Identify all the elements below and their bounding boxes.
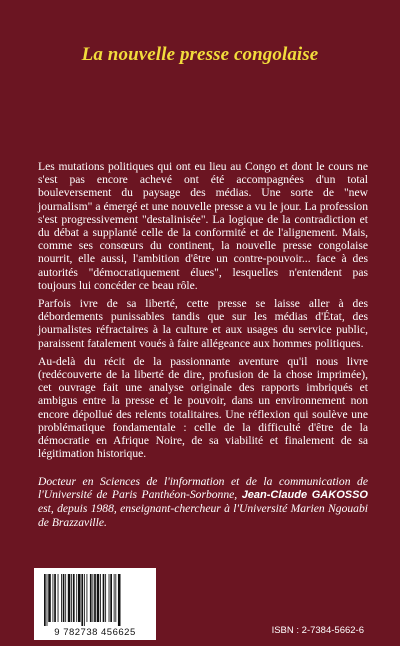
barcode-bar <box>81 574 83 626</box>
barcode-bar <box>109 574 110 622</box>
barcode-bar <box>58 574 59 622</box>
barcode-bar <box>103 574 105 622</box>
barcode-bar <box>92 574 93 622</box>
barcode-bar <box>48 574 51 622</box>
blurb <box>38 160 368 465</box>
author-bio-intro: Docteur en Sciences de l'information et de la communication de l'Université de Paris Panthéon-Sorbonne, <box>38 475 368 502</box>
isbn: ISBN : 2-7384-5662-6 <box>271 625 364 636</box>
barcode-bar <box>110 574 112 622</box>
blurb-paragraph-1: Les mutations politiques qui ont eu lieu au Congo et dont le cours ne s'est pas encore achevé ont été accompagnées d'un total bouleversement du paysage des médias. Une sorte de "new journalism" a émergé et une nouvelle presse a vu le jour. La profession s'est progressivement "destalinisée". La logique de la contradiction et du débat a supplanté celle de la conformité et de l'alignement. Mais, comme ses consœurs du continent, la nouvelle presse congolaise nourrit, elle aussi, l'ambition d'être un contre-pouvoir... face à des autorités "démocratiquement élues", lesquelles n'entendent pas toujours lui concéder ce beau rôle. <box>38 160 368 292</box>
barcode-bar <box>84 574 85 626</box>
barcode-bar <box>61 574 62 622</box>
blurb-paragraph-2: Parfois ivre de sa liberté, cette presse se laisse aller à des débordements punissables tandis que sur les médias d'État, des journalistes réfractaires à la culture et aux usages du service public, paraissent fatalement voués à faire allégeance aux hommes politiques. <box>38 297 368 350</box>
barcode-bar <box>118 574 121 626</box>
barcode-bar <box>76 574 77 622</box>
barcode-bar <box>78 574 81 622</box>
barcode-bar <box>100 574 101 622</box>
barcode-bars-icon <box>44 574 146 626</box>
author-name: Jean-Claude GAKOSSO <box>241 489 368 502</box>
barcode-bar <box>97 574 100 622</box>
book-title: La nouvelle presse congolaise <box>81 44 319 65</box>
author-bio <box>38 475 368 529</box>
barcode-bar <box>65 574 66 622</box>
barcode-bar <box>73 574 75 622</box>
blurb-paragraph-3: Au-delà du récit de la passionnante aventure qu'il nous livre (redécouverte de la liberté de dire, profusion de la chose imprimée), cet ouvrage fait une analyse originale des rapports imbriqués et ambigus entre la presse et le pouvoir, dans un environnement non encore dépollué des relents totalitaires. Une réflexion qui soulève une problématique fondamentale : celle de la difficulté d'être de la démocratie en Afrique Noire, de sa viabilité et finalement de sa légitimation historique. <box>38 354 368 461</box>
barcode-bar <box>54 574 56 622</box>
barcode-bar <box>114 574 115 622</box>
barcode-number: 9 782738 456625 <box>54 627 136 638</box>
barcode-bar <box>47 574 48 626</box>
barcode <box>34 568 156 640</box>
barcode-bar <box>105 574 106 622</box>
barcode-bar <box>68 574 71 622</box>
barcode-bar <box>87 574 88 622</box>
barcode-bar <box>63 574 65 622</box>
barcode-bar <box>94 574 96 622</box>
author-bio-rest: est, depuis 1988, enseignant-chercheur à l'Université Marien Ngouabi de Brazzaville. <box>38 502 368 529</box>
barcode-bar <box>71 574 72 622</box>
barcode-bar <box>115 574 116 622</box>
barcode-bar <box>90 574 92 622</box>
barcode-bar <box>44 574 46 626</box>
barcode-bar <box>53 574 54 622</box>
